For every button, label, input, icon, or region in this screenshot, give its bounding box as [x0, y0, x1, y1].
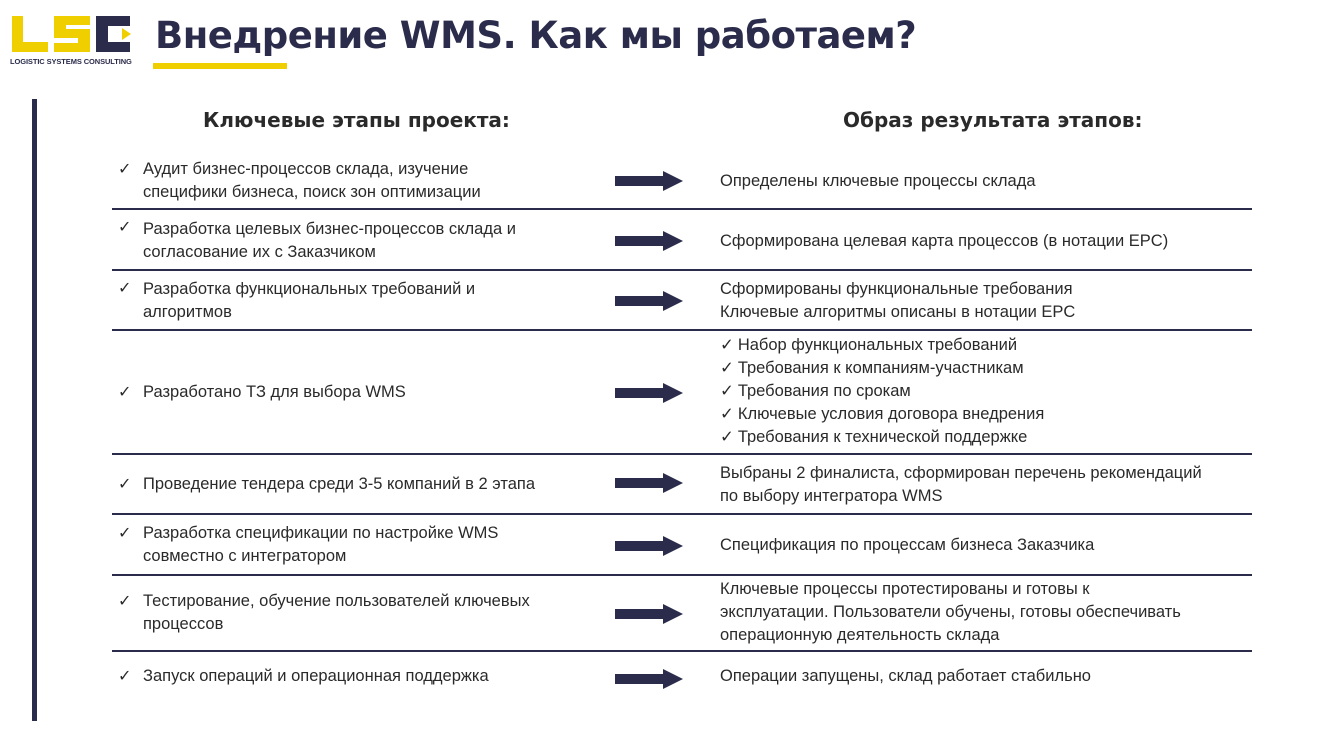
checklist-item: ✓ Требования к технической поддержке	[720, 428, 1028, 446]
checklist-item: ✓ Требования к компаниям-участникам	[720, 359, 1024, 377]
stage-row	[112, 515, 1252, 576]
stage-text: Разработано ТЗ для выбора WMS	[143, 383, 406, 401]
stage-text: Проведение тендера среди 3-5 компаний в 2 этапа	[143, 475, 535, 493]
arrow-right-icon	[615, 604, 683, 624]
stage-text: Разработка спецификации по настройке WMS совместно с интегратором	[143, 524, 499, 565]
result-checklist	[720, 334, 1260, 449]
check-icon: ✓	[118, 219, 132, 236]
side-accent-bar	[32, 99, 37, 721]
result-text: Сформирована целевая карта процессов (в нотации EPC)	[720, 232, 1169, 250]
stage-row	[112, 331, 1252, 455]
result-text: Определены ключевые процессы склада	[720, 172, 1036, 190]
arrow-right-icon	[615, 473, 683, 493]
stage-text: Разработка функциональных требований и алгоритмов	[143, 280, 476, 321]
check-icon: ✓	[118, 476, 132, 493]
check-icon: ✓	[118, 161, 132, 178]
arrow-right-icon	[615, 536, 683, 556]
check-icon: ✓	[720, 359, 734, 377]
checklist-item: ✓ Требования по срокам	[720, 382, 911, 400]
check-icon: ✓	[118, 280, 132, 297]
check-icon: ✓	[720, 428, 734, 446]
stage-text: Разработка целевых бизнес-процессов склада и согласование их с Заказчиком	[143, 220, 516, 261]
arrow-right-icon	[615, 291, 683, 311]
stage-row	[112, 210, 1252, 271]
arrow-right-icon	[615, 383, 683, 403]
arrow-right-icon	[615, 231, 683, 251]
stage-text: Аудит бизнес-процессов склада, изучение специфики бизнеса, поиск зон оптимизации	[143, 160, 481, 201]
results-header: Образ результата этапов:	[843, 108, 1143, 132]
stage-row	[112, 652, 1252, 702]
stage-row	[112, 155, 1252, 210]
result-text: Сформированы функциональные требования Ключевые алгоритмы описаны в нотации EPC	[720, 280, 1076, 321]
check-icon: ✓	[118, 525, 132, 542]
result-text: Ключевые процессы протестированы и готовы к эксплуатации. Пользователи обучены, готовы обеспечивать операционную деятельность склада	[720, 580, 1181, 644]
arrow-right-icon	[615, 669, 683, 689]
stage-row	[112, 576, 1252, 652]
check-icon: ✓	[118, 384, 132, 401]
stage-text: Запуск операций и операционная поддержка	[143, 667, 489, 685]
arrow-right-icon	[615, 171, 683, 191]
stages-header: Ключевые этапы проекта:	[203, 108, 510, 132]
result-text: Спецификация по процессам бизнеса Заказчика	[720, 536, 1095, 554]
result-text: Операции запущены, склад работает стабильно	[720, 667, 1091, 685]
check-icon: ✓	[118, 593, 132, 610]
title-underline	[153, 63, 287, 69]
check-icon: ✓	[720, 336, 734, 354]
stage-row	[112, 271, 1252, 331]
lsc-logo-mark	[10, 14, 132, 54]
company-logo	[10, 14, 132, 70]
stage-row	[112, 455, 1252, 515]
result-text: Выбраны 2 финалиста, сформирован перечень рекомендаций по выбору интегратора WMS	[720, 464, 1202, 505]
checklist-item: ✓ Набор функциональных требований	[720, 336, 1018, 354]
check-icon: ✓	[720, 405, 734, 423]
logo-caption: LOGISTIC SYSTEMS CONSULTING	[10, 57, 132, 66]
page-title: Внедрение WMS. Как мы работаем?	[155, 14, 917, 57]
check-icon: ✓	[720, 382, 734, 400]
check-icon: ✓	[118, 668, 132, 685]
stage-text: Тестирование, обучение пользователей ключевых процессов	[143, 592, 530, 633]
checklist-item: ✓ Ключевые условия договора внедрения	[720, 405, 1045, 423]
